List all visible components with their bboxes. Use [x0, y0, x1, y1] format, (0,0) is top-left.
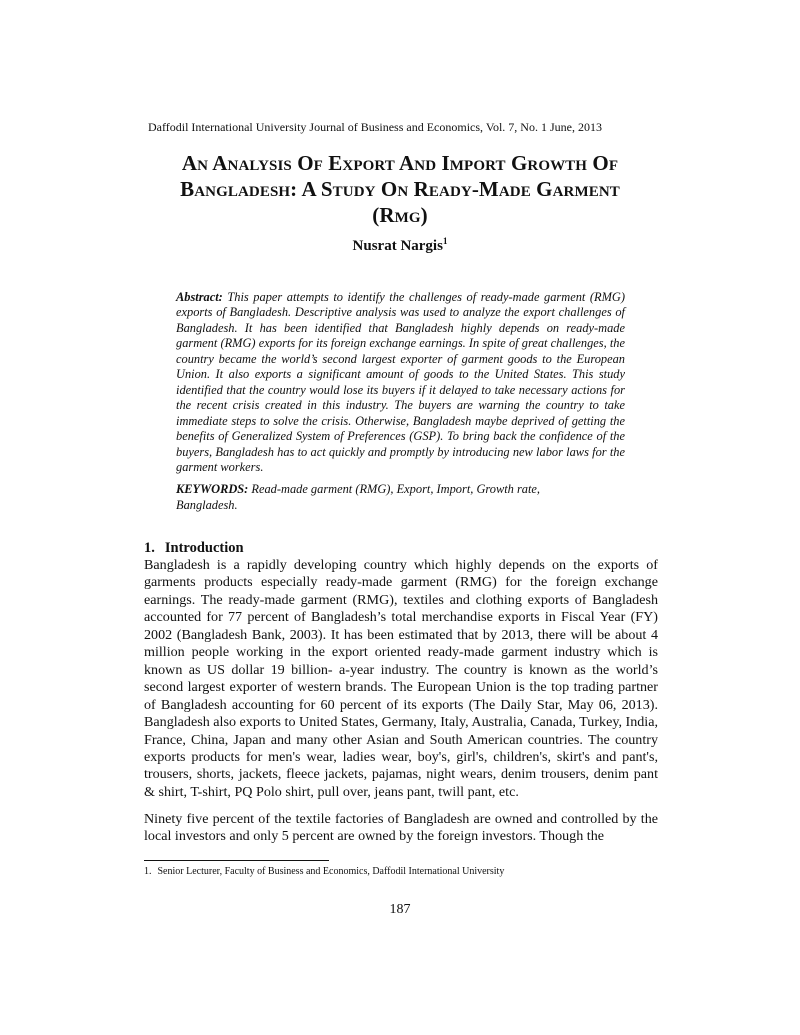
keywords-text: Read-made garment (RMG), Export, Import, Growth rate, Bangladesh.: [176, 482, 541, 512]
author-footnote-mark: 1: [442, 236, 448, 246]
abstract-text: This paper attempts to identify the challenges of ready-made garment (RMG) exports of Bangladesh. Descriptive analysis was used to analyze the export challenges of Bangladesh. It has been identified that Bangladesh highly depends on ready-made garment (RMG) exports for its foreign exchange earnings. In spite of great challenges, the country became the world’s second largest exporter of garment goods to the European Union. It also exports a significant amount of goods to the United States. This study identified that the country would lose its buyers if it delayed to take necessary actions for the recent crisis created in this industry. The buyers are warning the country to take immediate steps to solve the crisis. Otherwise, Bangladesh maybe deprived of getting the benefits of Generalized System of Preferences (GSP). To bring back the confidence of the buyers, Bangladesh has to act quickly and promptly by introducing new labor laws for the garment workers.: [176, 290, 625, 474]
footnote-divider: [144, 860, 329, 861]
author-name: Nusrat Nargis: [352, 238, 443, 254]
footnote-text: Senior Lecturer, Faculty of Business and Economics, Daffodil International University: [157, 866, 505, 877]
footnote-number: 1.: [144, 866, 152, 877]
body-paragraph: Ninety five percent of the textile factories of Bangladesh are owned and controlled by the local investors and only 5 percent are owned by the foreign investors. Though the: [144, 811, 658, 845]
abstract-label: Abstract:: [176, 290, 223, 304]
keywords: [176, 482, 596, 513]
title-line-1: An Analysis Of Export And Import Growth Of: [181, 151, 619, 175]
section-number: 1.: [144, 540, 155, 556]
author: [0, 232, 800, 255]
paper-title: [120, 150, 680, 228]
body-paragraph: Bangladesh is a rapidly developing country which highly depends on the exports of garments products especially ready-made garment (RMG) for the foreign exchange earnings. The ready-made garment (RMG), textiles and clothing exports of Bangladesh accounted for 77 percent of Bangladesh’s total merchandise exports in Fiscal Year (FY) 2002 (Bangladesh Bank, 2003). It has been estimated that by 2013, there will be about 4 million people working in the export oriented ready-made garment industry which is known as US dollar 19 billion- a-year industry. The country is known as the world’s second largest exporter of western brands. The European Union is the top trading partner of Bangladesh accounting for 60 percent of its exports (The Daily Star, May 06, 2013). Bangladesh also exports to United States, Germany, Italy, Australia, Canada, Turkey, India, France, China, Japan and many other Asian and South American countries. The country exports products for men's wear, ladies wear, boy's, girl's, children's, skirt's and pant's, trousers, shorts, jackets, fleece jackets, pajamas, night wears, denim trousers, denim pant & shirt, T-shirt, PQ Polo shirt, pull over, jeans pant, twill pant, etc.: [144, 557, 658, 800]
title-line-2: Bangladesh: A Study On Ready-Made Garment: [180, 177, 620, 201]
journal-header: Daffodil International University Journal of Business and Economics, Vol. 7, No. 1 June, 2013: [148, 120, 602, 134]
section-title: Introduction: [164, 540, 244, 556]
keywords-label: KEYWORDS:: [176, 482, 249, 496]
title-line-3: (Rmg): [372, 203, 428, 227]
page-number: 187: [389, 902, 411, 917]
section-heading: [144, 539, 244, 557]
abstract: [176, 290, 625, 475]
footnote: [144, 866, 664, 878]
